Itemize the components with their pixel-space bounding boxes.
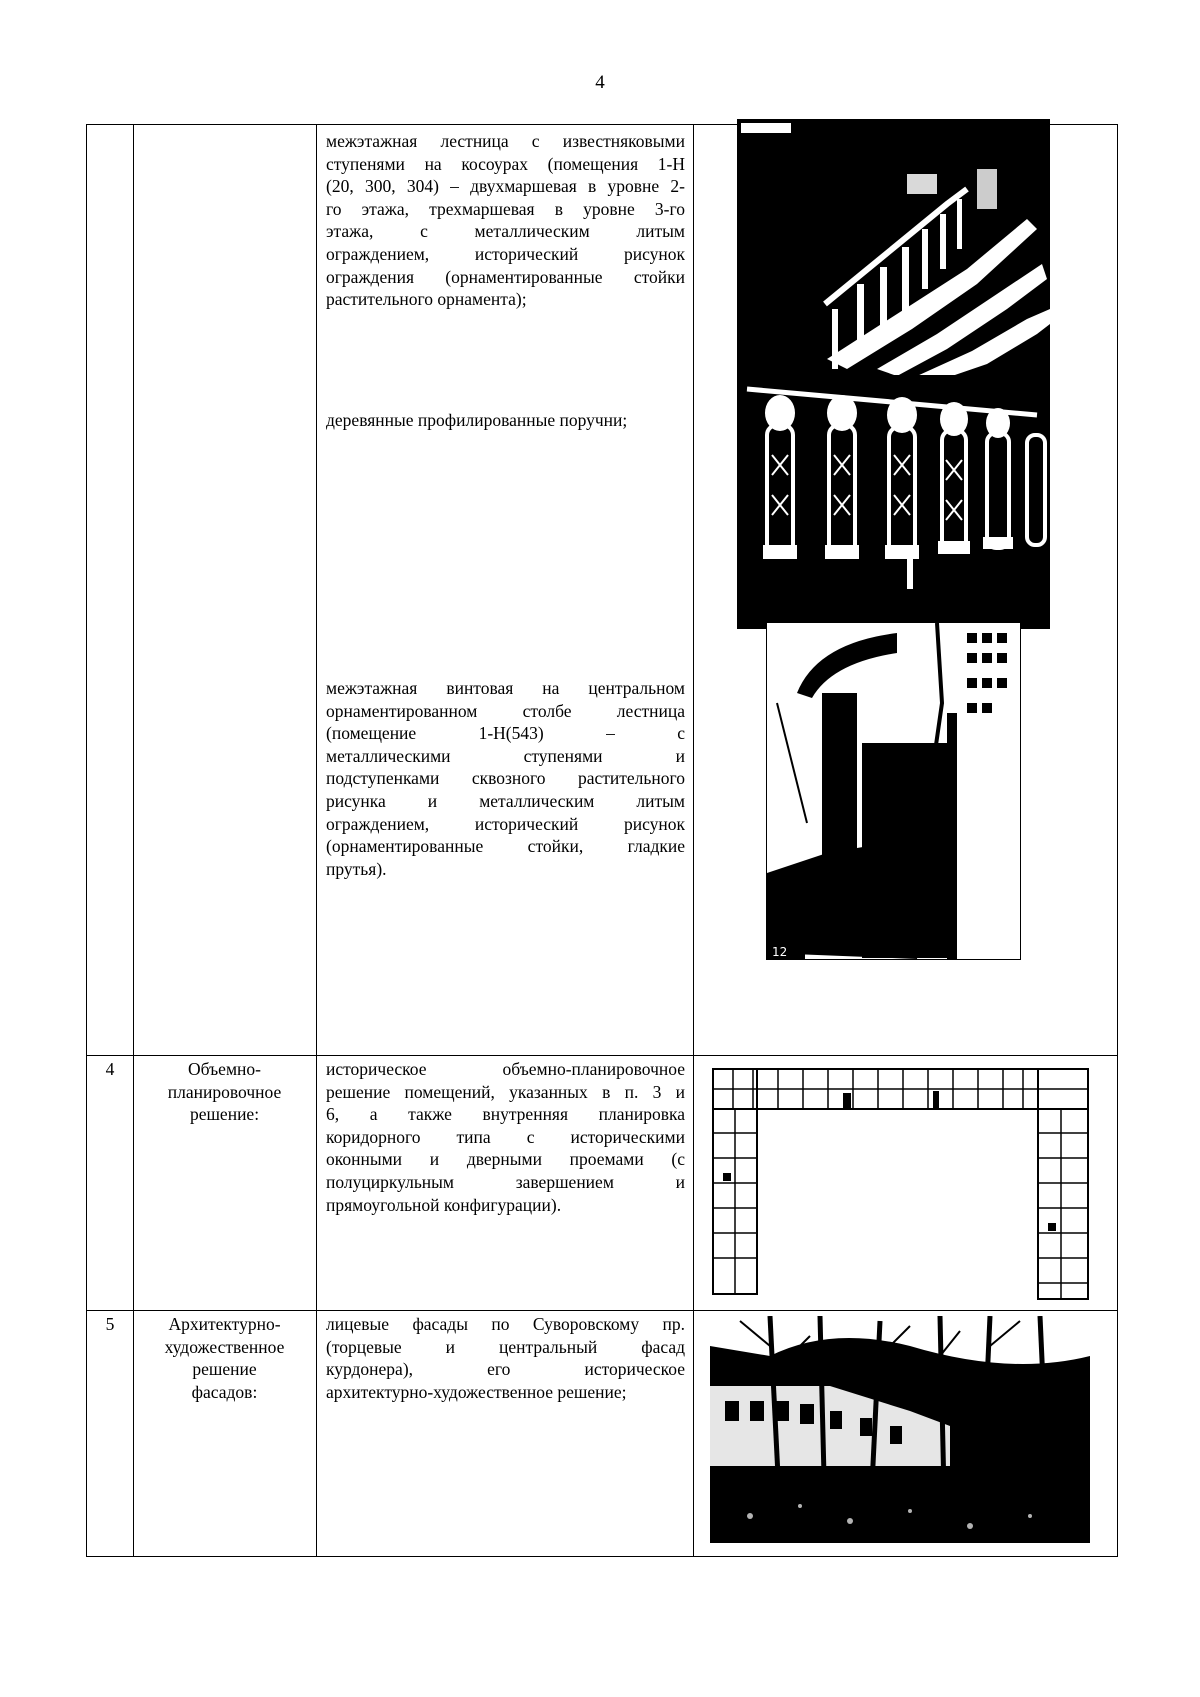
row-5-name: Архитектурно- художественное решение фасадов: [164,1314,285,1402]
spiral-stair-description: межэтажная винтовая на центральном орнаментированном столбе лестница (помещение 1-Н(543) – с металлическими ступенями и подступенками сквозного растительного рисунка и металлическим литым ограждением, исторический рисунок (орнаментированные стойки, гладкие прутья). [326,678,685,879]
handrails-description: деревянные профилированные поручни; [326,410,628,430]
row-divider [87,1310,1117,1311]
photo-number-label: 12 [772,945,788,959]
staircase-photo [737,119,1050,376]
column-divider [693,125,694,1556]
facade-photo [710,1316,1090,1543]
row-5-number: 5 [105,1314,115,1334]
row-4-description: историческое объемно-планировочное решение помещений, указанных в п. 3 и 6, а также внутренняя планировка коридорного типа с историческими оконными и дверными проемами (с полуциркульным завершением и прямоугольной конфигурации). [326,1059,685,1215]
stair-limestone-description: межэтажная лестница с известняковыми ступенями на косоурах (помещения 1-Н (20, 300, 304) – двухмаршевая в уровне 2- го этажа, трехмаршевая в уровне 3-го этажа, с металлическим литым ограждением, исторический рисунок ограждения (орнаментированные стойки растительного орнамента); [326,131,685,310]
spiral-staircase-photo [766,622,1021,960]
floor-plan-image [703,1063,1099,1305]
page-number: 4 [595,72,605,93]
row-4-name: Объемно- планировочное решение: [167,1059,282,1125]
row-5-description: лицевые фасады по Суворовскому пр. (торцевые и центральный фасад курдонера), его историческое архитектурно-художественное решение; [326,1314,685,1402]
ornamental-balusters-photo [737,375,1050,629]
column-divider [316,125,317,1556]
monument-subject-table [86,124,1118,1557]
row-divider [87,1055,1117,1056]
row-4-number: 4 [105,1059,115,1079]
